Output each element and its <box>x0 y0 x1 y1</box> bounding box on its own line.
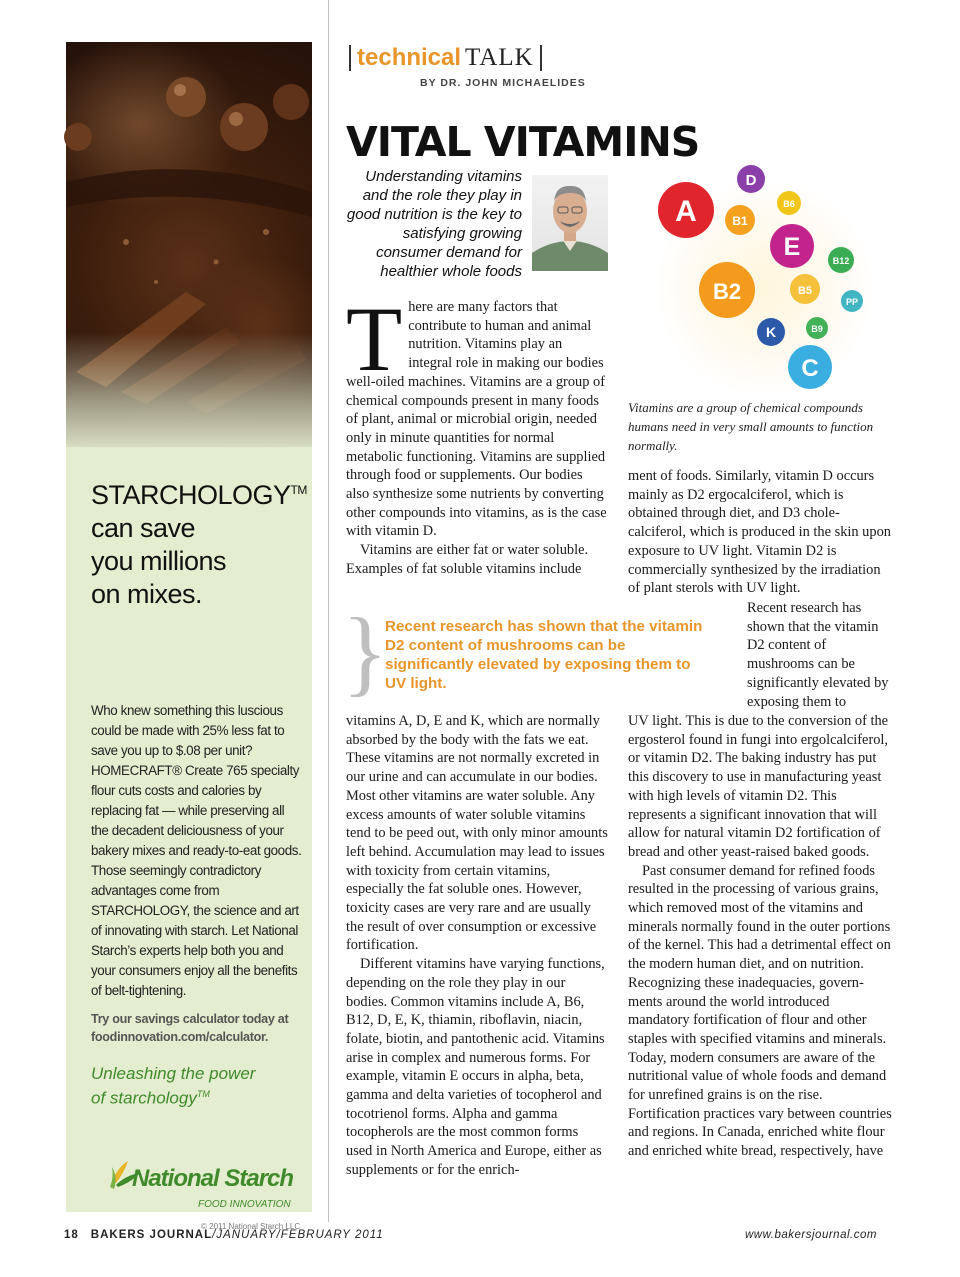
trademark-mark: TM <box>290 483 307 497</box>
vitamin-b2-ball <box>699 262 755 318</box>
byline: BY DR. JOHN MICHAELIDES <box>420 77 586 89</box>
trademark-mark: TM <box>196 1089 210 1099</box>
section-kicker <box>343 44 548 76</box>
body-column-1-bottom <box>346 712 608 1180</box>
svg-text:PP: PP <box>845 297 859 307</box>
svg-text:B6: B6 <box>783 199 795 209</box>
pull-quote: Recent research has shown that the vitamin D2 content of mushrooms can be significantly elevated by exposing them to UV light. <box>385 618 703 692</box>
vitamin-a-ball <box>658 182 714 238</box>
ad-body-copy: Who knew something this luscious could be made with 25% less fat to save you up to $.08 per unit? HOMECRAFT® Create 765 specialty flour cuts costs and calories by replacing fat — while preserving all the decadent deliciousness of your bakery mixes and ready-to-eat goods. Those seemingly contradictory advantages come from STARCHOLOGY, the science and art of innovating with starch. Let National Starch’s experts help both you and your consumers enjoy all the benefits of belt-tightening. <box>91 703 302 998</box>
body-column-2-narrow <box>747 599 892 711</box>
ad-headline <box>91 474 306 611</box>
footer-left <box>64 1229 384 1241</box>
logo-sub-text: FOOD INNOVATION <box>198 1199 291 1210</box>
vitamin-e-ball <box>770 224 814 268</box>
vitamin-d-ball <box>737 165 765 193</box>
ad-headline-line-2: can save <box>91 513 196 543</box>
body-paragraph: Different vitamins have varying functions, depending on the role they play in our bodies. Common vitamins include A, B6, B12, D, E, K, thiamin, riboflavin, niacin, folate, biotin, and pantothenic acid. Vitamins arise in complex and numerous forms. For example, vitamin E occurs in alpha, beta, gamma and delta varieties of tocopherol and tocotrienol forms. Alpha and gamma tocopherols are the most common forms used in North America and Europe, either as supplements or for the enrich- <box>346 956 605 1178</box>
vitamin-b12-ball <box>828 247 854 273</box>
ad-headline-line-1: STARCHOLOGY <box>91 480 291 510</box>
photo-fade <box>66 332 312 457</box>
vitamin-b9-ball <box>806 317 828 339</box>
column-divider <box>328 0 329 1222</box>
svg-text:A: A <box>675 195 697 228</box>
vitamin-graphic <box>630 160 890 398</box>
vitamin-pp-ball <box>841 290 863 312</box>
svg-text:C: C <box>801 355 819 382</box>
svg-text:D: D <box>745 172 757 189</box>
svg-text:E: E <box>783 233 801 261</box>
ad-copyright: © 2011 National Starch LLC <box>201 1222 301 1231</box>
body-paragraph <box>346 288 608 541</box>
body-paragraph: Recent research has shown that the vitamin D2 content of mushrooms can be significantly elevated by exposing them to <box>747 600 889 710</box>
page-number: 18 <box>64 1229 79 1241</box>
pull-quote-brace: } <box>342 598 389 705</box>
ad-tagline <box>91 1063 306 1109</box>
body-paragraph: ment of foods. Similarly, vitamin D occurs mainly as D2 ergocalciferol, which is obtained through diet, and D3 chole-calciferol, which is produced in the skin upon exposure to UV light. Vitamin D2 is commercially synthesized by the irradiation of plant sterols with UV light. <box>628 468 891 597</box>
ad-headline-line-4: on mixes. <box>91 579 203 609</box>
kicker-talk: TALK <box>465 44 534 71</box>
svg-text:K: K <box>765 324 777 340</box>
logo-brand-text: National Starch <box>132 1165 294 1192</box>
svg-text:B9: B9 <box>811 324 823 334</box>
body-paragraph: UV light. This is due to the conversion of the ergosterol found in fungi into ergolcalciferol, or vitamin D2. The baking industry has put this discovery to use in manufacturing yeast with high levels of vitamin D2. This represents a significant innovation that will allow for natural vitamin D2 fortification of bread and other yeast-raised baked goods. <box>628 713 889 860</box>
body-paragraph: Vitamins are either fat or water soluble. Examples of fat soluble vitamins include <box>346 542 589 577</box>
body-paragraph: vitamins A, D, E and K, which are normally absorbed by the body with the fats we eat. These vitamins are not normally excreted in our urine and can accumulate in our bodies. Most other vitamins are water soluble. Any excess amounts of water soluble vitamins tend to be peed out, with only minor amounts left behind. Accumulation may lead to issues with toxicity from certain vitamins, especially the fat soluble ones. However, toxicity cases are very rare and are usually the result of over consumption or excessive fortification. <box>346 713 608 954</box>
kicker-technical: technical <box>357 44 462 71</box>
svg-text:B2: B2 <box>712 279 742 304</box>
vitamin-b6-ball <box>777 191 801 215</box>
kicker-bar-left <box>349 45 351 71</box>
kicker-bar-right <box>540 45 542 71</box>
advertisement <box>66 42 312 1231</box>
body-column-2-bottom <box>628 712 892 1161</box>
author-photo <box>532 175 608 271</box>
svg-text:B12: B12 <box>832 256 850 266</box>
body-column-1-top <box>346 288 608 579</box>
graphic-caption: Vitamins are a group of chemical compounds humans need in very small amounts to function normally. <box>628 400 874 453</box>
vitamin-b5-ball <box>790 274 820 304</box>
drop-cap: T <box>346 288 403 390</box>
body-column-2-top <box>628 467 892 598</box>
magazine-name: BAKERS JOURNAL <box>90 1229 213 1241</box>
national-starch-logo <box>108 1155 308 1215</box>
issue-date: /JANUARY/FEBRUARY 2011 <box>212 1229 384 1241</box>
ad-tagline-line-1: Unleashing the power <box>91 1064 256 1083</box>
svg-text:B1: B1 <box>732 214 748 228</box>
ad-tagline-line-2: of starchology <box>91 1088 197 1108</box>
vitamin-k-ball <box>757 318 785 346</box>
body-paragraph: Past consumer demand for refined foods resulted in the processing of various grains, which removed most of the vitamins and minerals normally found in the outer portions of the kernel. This had a detrimental effect on the modern human diet, and on nutrition. Recognizing these inadequacies, govern-ments around the world introduced mandatory fortification of flour and other staples with specified vitamins and minerals. Today, modern consumers are aware of the nutritional value of whole foods and demand for unrefined grains is on the rise. Fortification practices vary between countries and regions. In Canada, enriched white flour and enriched white bread, respectively, have <box>628 862 892 1160</box>
author-portrait <box>532 175 608 271</box>
ad-call-to-action[interactable]: Try our savings calculator today at foodinnovation.com/calculator. <box>91 1012 289 1044</box>
website-link[interactable]: www.bakersjournal.com <box>745 1229 877 1241</box>
svg-text:B5: B5 <box>797 285 813 297</box>
article-title: VITAL VITAMINS <box>346 118 700 166</box>
vitamin-b1-ball <box>725 205 755 235</box>
ad-headline-line-3: you millions <box>91 546 227 576</box>
article-deck: Understanding vitamins and the role they play in good nutrition is the key to satisfying growing consumer demand for healthier whole foods <box>346 168 522 280</box>
vitamin-c-ball <box>788 345 832 389</box>
body-text: here are many factors that contribute to human and animal nutrition. Vitamins play an integral role in making our bodies well-oiled machines. Vitamins are a group of chemical compounds present in many foods of plant, animal or microbial origin, needed only in minute quantities for normal metabolic functioning. Vitamins are supplied through food or supplements. Our bodies also synthesize some nutrients by converting other compounds into vitamins, as is the case with vitamin D. <box>346 299 607 540</box>
